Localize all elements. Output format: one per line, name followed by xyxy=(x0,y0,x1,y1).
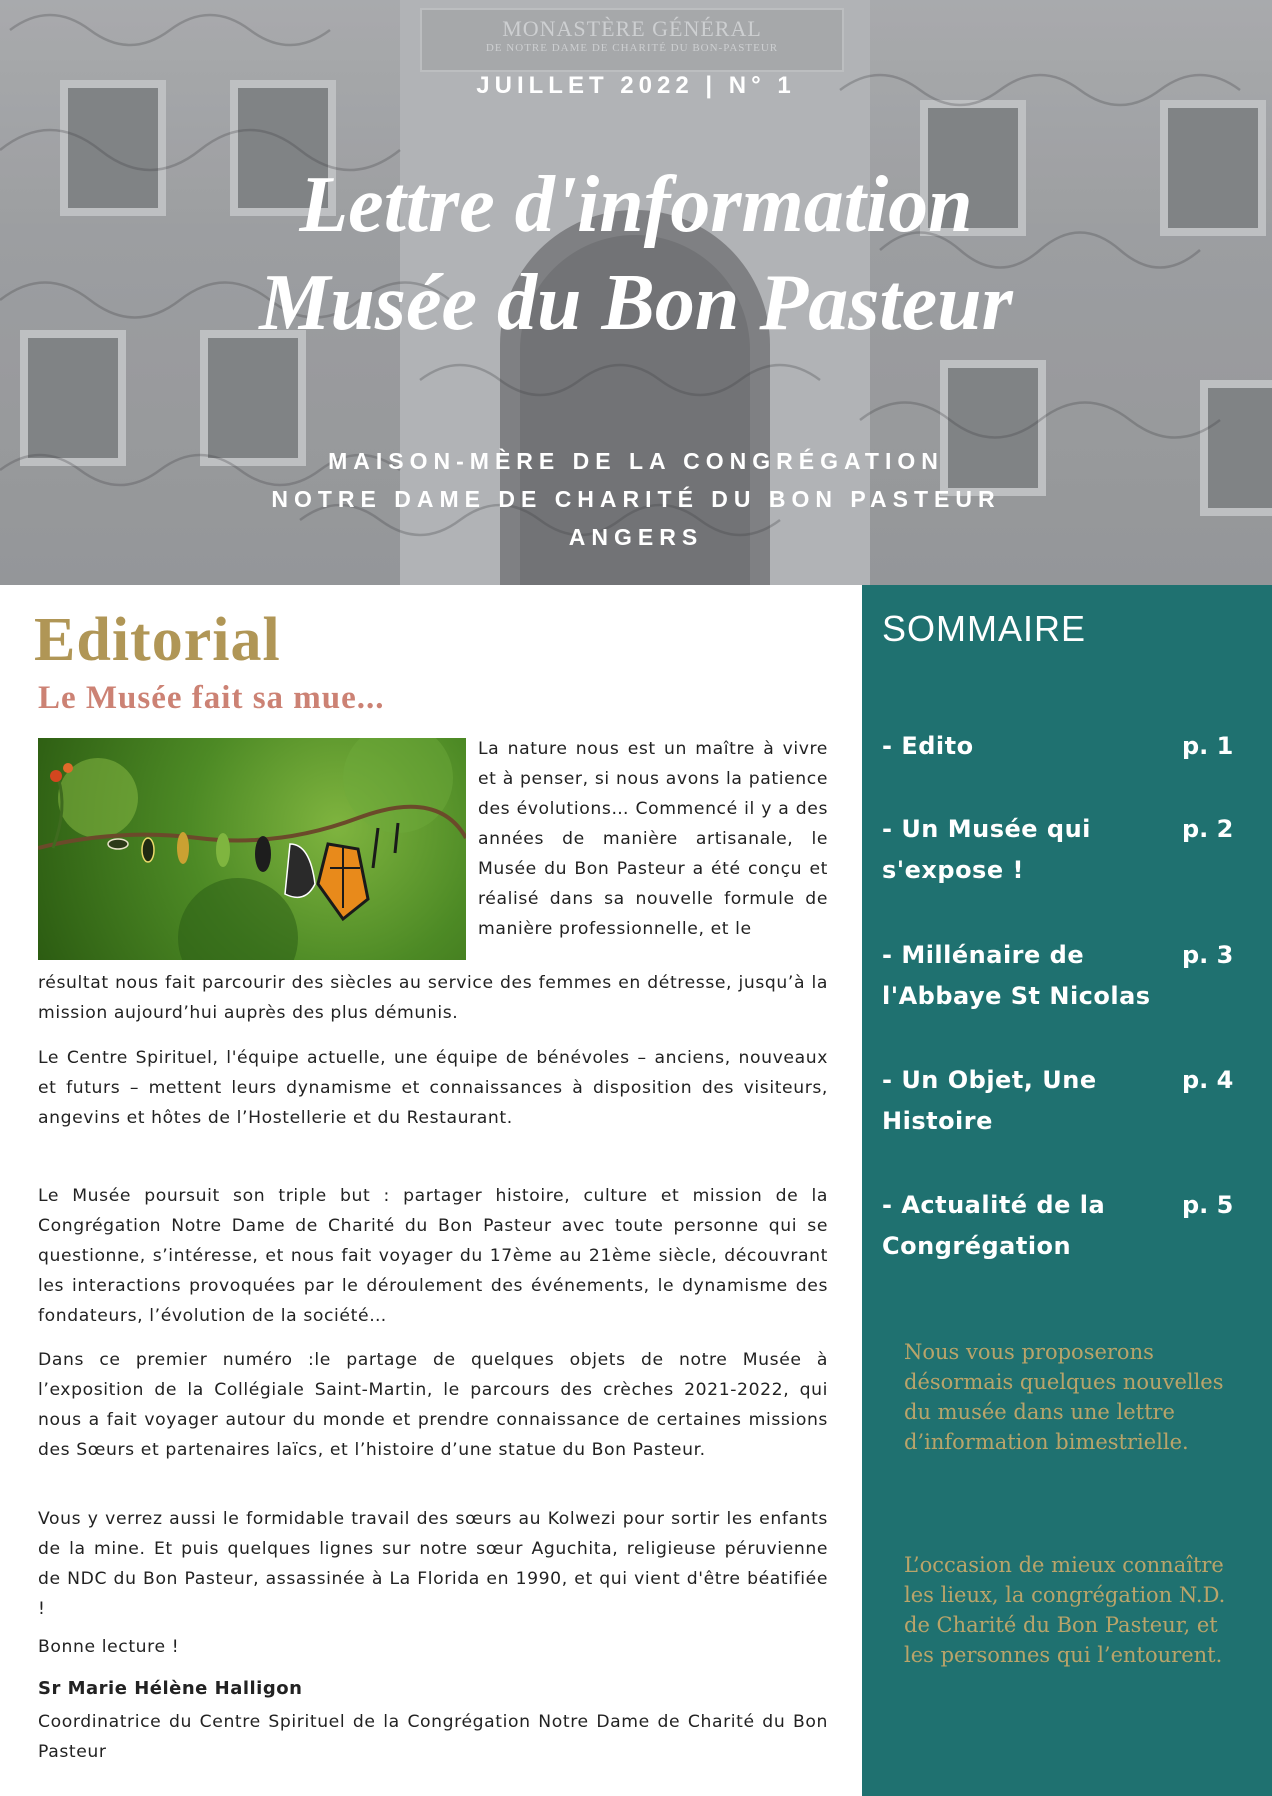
toc-page-number: p. 1 xyxy=(1182,732,1234,760)
toc-item-objet[interactable]: - Un Objet, Une Histoire xyxy=(882,1066,1097,1135)
editorial-paragraph-5: Vous y verrez aussi le formidable travail des sœurs au Kolwezi pour sortir les enfants de la mine. Et puis quelques lignes sur notre sœur Aguchita, religieuse péruvienne de NDC du Bon Pasteur, assassinée à La Florida en 1990, et qui vient d'être béatifiée ! xyxy=(38,1509,828,1619)
toc-item-edito[interactable]: - Edito xyxy=(882,732,974,760)
editorial-paragraph-3: Le Musée poursuit son triple but : partager histoire, culture et mission de la Congrégation Notre Dame de Charité du Bon Pasteur avec toute personne qui se questionne, s’intéresse, et nous fait voyager du 17ème au 21ème siècle, découvrant les interactions provoquées par le déroulement des événements, le dynamisme des fondateurs, l’évolution de la société… xyxy=(38,1186,828,1326)
plaque-line1: MONASTÈRE GÉNÉRAL xyxy=(502,16,762,41)
editorial-closing: Bonne lecture ! xyxy=(38,1637,180,1657)
editorial-paragraph-1-continued: résultat nous fait parcourir des siècles au service des femmes en détresse, jusqu’à la mission aujourd’hui auprès des plus démunis. xyxy=(38,973,828,1023)
editorial-paragraph-1-right: La nature nous est un maître à vivre et à penser, si nous avons la patience des évolutions… Commencé il y a des années de manière artisanale, le Musée du Bon Pasteur a été conçu et réalisé dans sa nouvelle formule de manière professionnelle, et le xyxy=(478,739,828,939)
editorial-paragraph-4: Dans ce premier numéro :le partage de quelques objets de notre Musée à l’exposition de la Collégiale Saint-Martin, le parcours des crèches 2021-2022, qui nous a fait voyager autour du monde et prendre connaissance de certaines missions des Sœurs et partenaires laïcs, et l’histoire d’une statue du Bon Pasteur. xyxy=(38,1350,828,1460)
editorial-paragraph-2: Le Centre Spirituel, l'équipe actuelle, une équipe de bénévoles – anciens, nouveaux et futurs – mettent leurs dynamisme et connaissances à disposition des visiteurs, angevins et hôtes de l’Hostellerie et du Restaurant. xyxy=(38,1048,828,1128)
subtitle-line3: ANGERS xyxy=(568,524,704,550)
toc-page-number: p. 4 xyxy=(1182,1066,1234,1094)
issue-label: JUILLET 2022 | N° 1 xyxy=(476,72,796,99)
toc-item-actualite[interactable]: - Actualité de la Congrégation xyxy=(882,1191,1106,1260)
summary-title: SOMMAIRE xyxy=(882,608,1087,649)
editorial-title: Editorial xyxy=(34,606,281,674)
metamorphosis-illustration xyxy=(38,738,466,960)
plaque-line2: DE NOTRE DAME DE CHARITÉ DU BON-PASTEUR xyxy=(485,42,779,54)
butterfly-metamorphosis-photo xyxy=(38,738,466,960)
toc-page-number: p. 3 xyxy=(1182,941,1234,969)
sidebar-note-2: L’occasion de mieux connaître les lieux, la congrégation N.D. de Charité du Bon Pasteur, et les personnes qui l’entourent. xyxy=(904,1553,1226,1667)
editorial-subtitle: Le Musée fait sa mue... xyxy=(38,680,385,716)
header-banner xyxy=(0,0,1272,585)
newsletter-title-line1: Lettre d'information xyxy=(299,161,973,249)
toc-item-millenaire[interactable]: - Millénaire de l'Abbaye St Nicolas xyxy=(882,941,1151,1010)
signature-role: Coordinatrice du Centre Spirituel de la Congrégation Notre Dame de Charité du Bon Pasteur xyxy=(38,1712,828,1762)
sidebar-note-1: Nous vous proposerons désormais quelques nouvelles du musée dans une lettre d’information bimestrielle. xyxy=(904,1340,1224,1454)
signature-name: Sr Marie Hélène Halligon xyxy=(38,1678,303,1699)
newsletter-title-line2: Musée du Bon Pasteur xyxy=(259,259,1013,347)
toc-page-number: p. 5 xyxy=(1182,1191,1234,1219)
toc-item-musee[interactable]: - Un Musée qui s'expose ! xyxy=(882,815,1091,884)
subtitle-line2: NOTRE DAME DE CHARITÉ DU BON PASTEUR xyxy=(271,486,1001,512)
toc-page-number: p. 2 xyxy=(1182,815,1234,843)
subtitle-line1: MAISON-MÈRE DE LA CONGRÉGATION xyxy=(328,448,944,474)
